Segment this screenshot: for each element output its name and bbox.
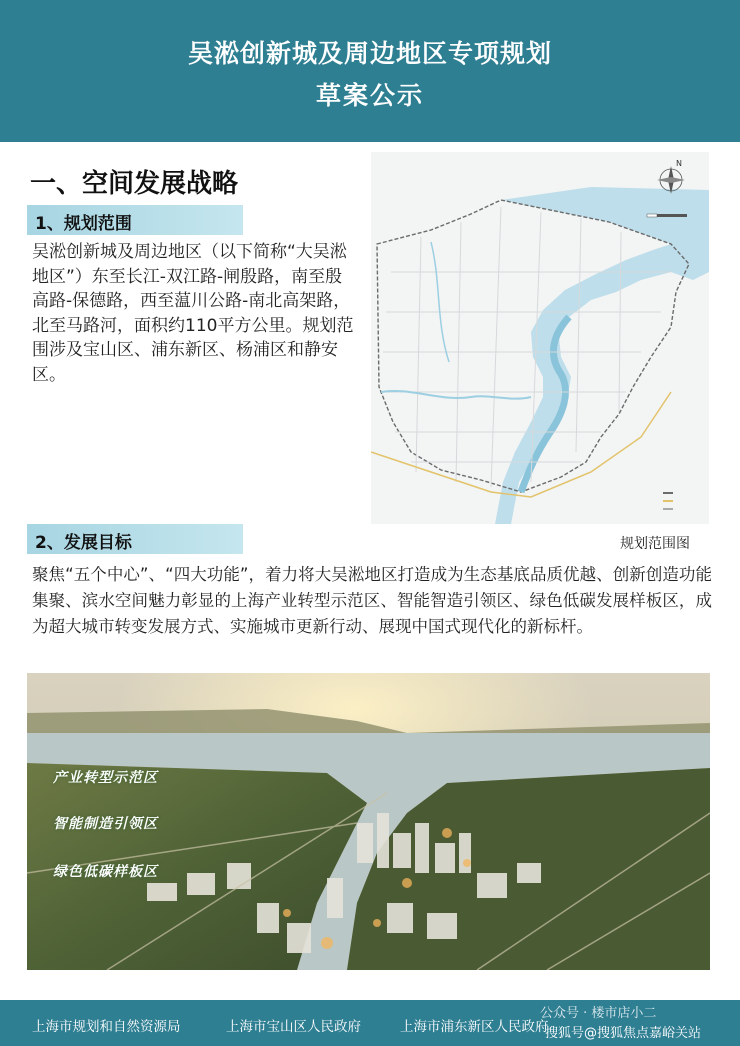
label-industry: 产业转型示范区 bbox=[53, 770, 158, 786]
goals-heading: 2、发展目标 bbox=[35, 533, 132, 553]
watermark-bottom: 搜狐号@搜狐焦点嘉峪关站 bbox=[545, 1026, 702, 1041]
footer-org-1: 上海市规划和自然资源局 bbox=[32, 1019, 181, 1035]
scope-paragraph: 吴淞创新城及周边地区（以下简称“大吴淞地区”）东至长江-双江路-闸殷路，南至殷高路-保德路，西至蕰川公路-南北高架路，北至马路河，面积约110平方公里。规划范围涉及宝山区、浦东新区、杨浦区和静安区。 bbox=[32, 242, 354, 385]
planning-map bbox=[371, 152, 709, 524]
footer-org-2: 上海市宝山区人民政府 bbox=[226, 1019, 361, 1035]
section-title: 一、空间发展战略 bbox=[30, 169, 239, 199]
page-header bbox=[0, 0, 740, 142]
map-graphic bbox=[371, 152, 709, 524]
scope-heading: 1、规划范围 bbox=[35, 214, 132, 234]
page-footer bbox=[0, 1000, 740, 1046]
label-green: 绿色低碳样板区 bbox=[53, 864, 158, 880]
footer-org-3: 上海市浦东新区人民政府 bbox=[400, 1019, 549, 1035]
map-caption: 规划范围图 bbox=[620, 536, 690, 552]
label-smart: 智能制造引领区 bbox=[53, 816, 158, 832]
watermark-top: 公众号 · 楼市店小二 bbox=[540, 1006, 657, 1021]
svg-text:N: N bbox=[676, 159, 682, 168]
scope-heading-bar bbox=[27, 205, 243, 235]
goals-heading-bar bbox=[27, 524, 243, 554]
aerial-rendering bbox=[27, 673, 710, 970]
header-title: 吴淞创新城及周边地区专项规划 bbox=[187, 39, 552, 68]
goals-paragraph: 聚焦“五个中心”、“四大功能”，着力将大吴淞地区打造成为生态基底品质优越、创新创造功能集聚、滨水空间魅力彰显的上海产业转型示范区、智能智造引领区、绿色低碳发展样板区，成为超大城市转变发展方式、实施城市更新行动、展现中国式现代化的新标杆。 bbox=[32, 565, 712, 636]
header-subtitle: 草案公示 bbox=[315, 81, 424, 110]
